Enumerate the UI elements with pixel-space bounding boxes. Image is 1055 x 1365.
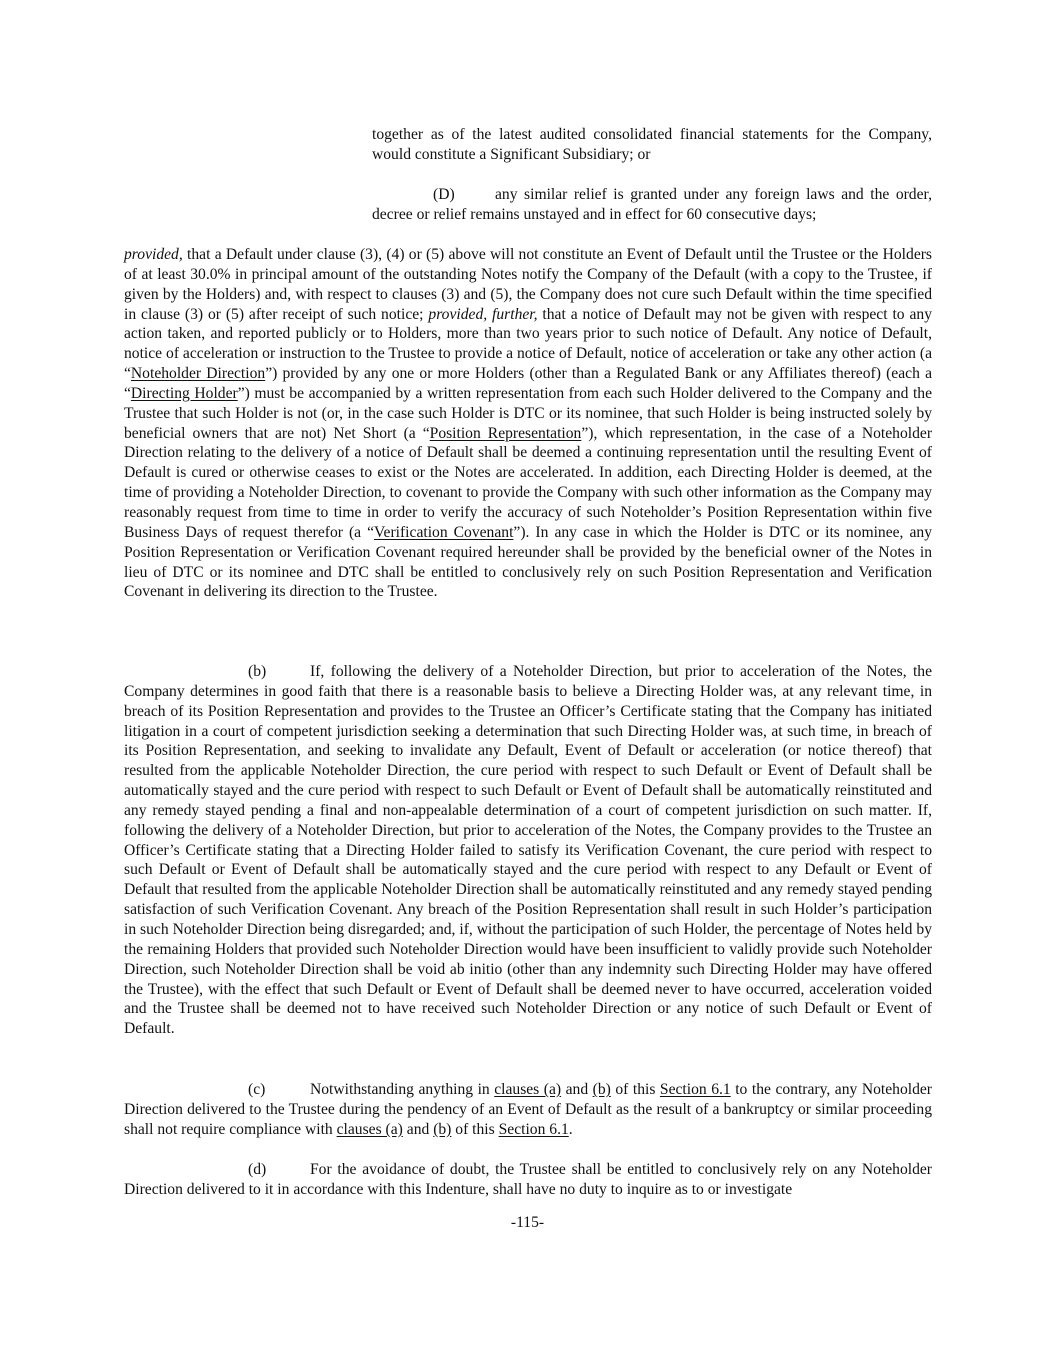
paragraph-b-label: (b) [248,663,267,680]
paragraph-c-label: (c) [248,1081,266,1098]
paragraph-c-text-4: to the contrary, any Noteholder Direction delivered to the Trustee during the pendency of an Event of Default as the result of a bankruptcy or similar proceeding shall not require compliance with [124,1081,932,1138]
paragraph-c-text-1: Notwithstanding anything in [310,1081,495,1098]
proviso-paragraph [124,245,932,602]
proviso-provided: provided, [124,246,183,263]
defined-term-noteholder-direction: Noteholder Direction [130,365,266,383]
proviso-provided-further: provided, further, [428,305,538,323]
proviso-text-3: ”) provided by any one or more Holders (other than a Regulated Bank or any Affiliates thereof) (each a “ [124,365,933,402]
paragraph-d-text: For the avoidance of doubt, the Trustee shall be entitled to conclusively rely on any Noteholder Direction delivered to it in accordance with this Indenture, shall have no duty to inquire as to or investigate [124,1161,932,1198]
paragraph-b-text: If, following the delivery of a Noteholder Direction, but prior to acceleration of the Notes, the Company determines in good faith that there is a reasonable basis to believe a Directing Holder was, at any relevant time, in breach of its Position Representation and provides to the Trustee an Officer’s Certificate stating that the Company has initiated litigation in a court of competent jurisdiction seeking a determination that such Directing Holder was, at such time, in breach of its Position Representation, and seeking to invalidate any Default, Event of Default or acceleration (or notice thereof) that resulted from the applicable Noteholder Direction, the cure period with respect to such Default or Event of Default shall be automatically stayed and the cure period with respect to such Default or Event of Default shall be automatically reinstituted and any remedy stayed pending a final and non-appealable determination of a court of competent jurisdiction on such matter. If, following the delivery of a Noteholder Direction, but prior to acceleration of the Notes, the Company provides to the Trustee an Officer’s Certificate stating that a Directing Holder failed to satisfy its Verification Covenant, the cure period with respect to such Default or Event of Default shall be automatically stayed and the cure period with respect to any Default or Event of Default that resulted from the applicable Noteholder Direction shall be automatically reinstituted and any remedy stayed pending satisfaction of such Verification Covenant. Any breach of the Position Representation shall result in such Holder’s participation in such Noteholder Direction being disregarded; and, if, without the participation of such Holder, the percentage of Notes held by the remaining Holders that provided such Noteholder Direction would have been insufficient to validly provide such Noteholder Direction, such Noteholder Direction shall be void ab initio (other than any indemnity such Directing Holder may have offered the Trustee), with the effect that such Default or Event of Default shall be deemed never to have occurred, acceleration voided and the Trustee shall be deemed not to have received such Noteholder Direction or any notice of such Default or Event of Default. [124,663,932,1038]
clause-d-paragraph [372,185,932,225]
ref-clause-b-2: (b) [433,1120,452,1138]
proviso-text-6: ”). In any case in which the Holder is DTC or its nominee, any Position Representation or Verification Covenant required hereunder shall be provided by the beneficial owner of the Notes in lieu of DTC or its nominee and DTC shall be entitled to conclusively rely on such Position Representation and Verification Covenant in delivering its direction to the Trustee. [124,523,932,601]
clause-d-label: (D) [433,186,455,203]
paragraph-c-text-5: and [402,1120,434,1138]
paragraph-d [124,1160,932,1200]
paragraph-d-label: (d) [248,1161,267,1178]
ref-clause-b: (b) [592,1081,611,1098]
proviso-text-1: that a Default under clause (3), (4) or (5) above will not constitute an Event of Default until the Trustee or the Holders of at least 30.0% in principal amount of the outstanding Notes notify the Company of the Default (with a copy to the Trustee, if given by the Holders) and, with respect to clauses (3) and (5), the Company does not cure such Default within the time specified in clause (3) or (5) after receipt of such notice; [124,246,932,323]
top-paragraph: together as of the latest audited consolidated financial statements for the Company, would constitute a Significant Subsidiary; or [372,126,932,163]
defined-term-directing-holder: Directing Holder [130,384,238,402]
paragraph-b [124,662,932,1039]
paragraph-c-text-7: . [568,1120,573,1138]
ref-section-6-1: Section 6.1 [659,1081,731,1098]
paragraph-c [124,1080,932,1140]
clause-d-text: any similar relief is granted under any foreign laws and the order, decree or relief remains unstayed and in effect for 60 consecutive days; [372,186,932,223]
paragraph-c-text-6: of this [451,1120,499,1138]
defined-term-position-representation: Position Representation [429,424,582,442]
proviso-text-2: that a notice of Default may not be given with respect to any action taken, and reported publicly or to Holders, more than two years prior to such notice of Default. Any notice of Default, notice of acceleration or instruction to the Trustee to provide a notice of Default, notice of acceleration or take any other action (a “ [124,305,932,383]
paragraph-c-text-3: of this [610,1081,660,1098]
ref-clauses-a-2: clauses (a) [336,1120,403,1138]
page-number: -115- [510,1214,545,1231]
proviso-text-4: ”) must be accompanied by a written representation from each such Holder delivered to the Company and the Trustee that such Holder is not (or, in the case such Holder is DTC or its nominee, that such Holder is being instructed solely by beneficial owners that are not) Net Short (a “ [124,384,932,442]
defined-term-verification-covenant: Verification Covenant [374,523,514,541]
paragraph-c-text-2: and [561,1081,593,1098]
ref-clauses-a: clauses (a) [494,1081,562,1098]
ref-section-6-1-2: Section 6.1 [498,1120,569,1138]
proviso-text-5: ”), which representation, in the case of a Noteholder Direction relating to the delivery of a notice of Default shall be deemed a continuing representation until the resulting Event of Default is cured or otherwise ceases to exist or the Notes are accelerated. In addition, each Directing Holder is deemed, at the time of providing a Noteholder Direction, to covenant to provide the Company with such other information as the Company may reasonably request from time to time in order to verify the accuracy of such Noteholder’s Position Representation within five Business Days of request therefor (a “ [124,424,933,541]
